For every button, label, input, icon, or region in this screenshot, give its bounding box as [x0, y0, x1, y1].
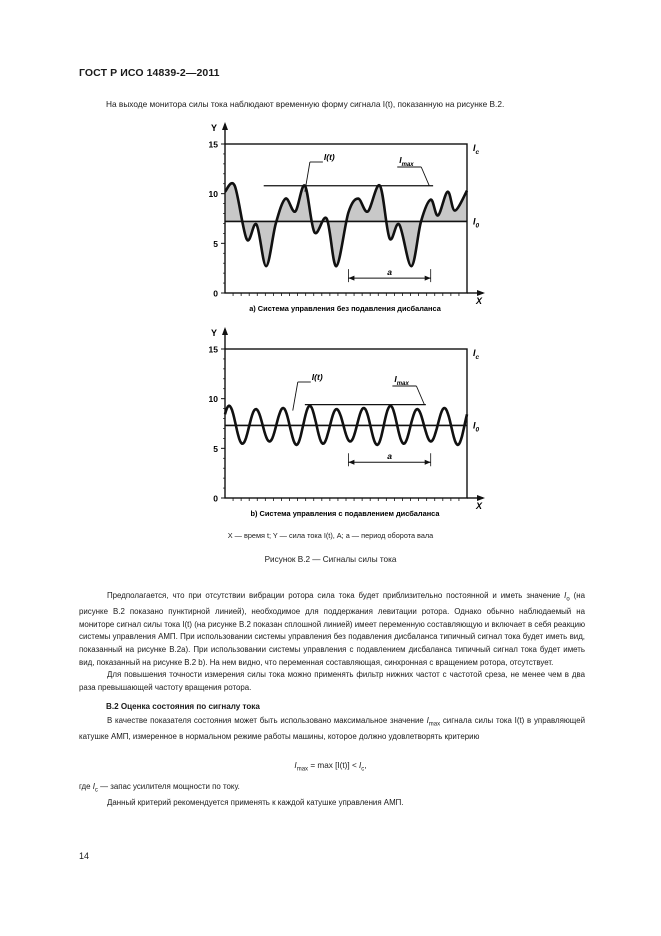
chart-a-period-arrow-right	[425, 276, 431, 281]
chart-a-i0-label: $I_0$	[473, 216, 480, 230]
chart-a-imax-label-leader	[421, 167, 429, 186]
chart-a-period-arrow-left	[348, 276, 354, 281]
chart-b-curve-label-leader	[293, 382, 298, 411]
figure-caption: Рисунок В.2 — Сигналы силы тока	[264, 555, 397, 564]
figure-legend: X — время t; Y — сила тока I(t), А; a — период оборота вала	[227, 531, 434, 540]
chart-b-y-tick-label: 15	[208, 344, 218, 355]
chart-b-period-arrow-left	[348, 460, 354, 465]
chart-b-y-label: Y	[211, 328, 218, 338]
chart-b-ic-label: $I_c$	[473, 348, 480, 361]
page-number: 14	[79, 851, 90, 861]
chart-a-caption: а) Система управления без подавления дисбаланса	[249, 304, 441, 313]
chart-b-y-tick-label: 10	[208, 394, 218, 405]
chart-a-period-label: a	[387, 267, 392, 278]
chart-b-i0-label: $I_0$	[473, 420, 480, 434]
chart-b-x-label: X	[476, 501, 483, 511]
chart-b-period-label: a	[387, 451, 392, 462]
chart-a-curve-label: I(t)	[323, 152, 335, 162]
paragraph-5: Данный критерий рекомендуется применять к каждой катушке управления АМП.	[107, 798, 404, 808]
chart-a-y-tick-label: 0	[213, 288, 218, 299]
paragraph-3: В качестве показателя состояния может быть использовано максимальное значение $I_{max}$ сигнала силы тока I(t) в управляющей катушке АМП, измеренное в нормальном режиме работы машины, которое должно удовлетворять критерию	[79, 716, 585, 742]
paragraph-1: Предполагается, что при отсутствии вибрации ротора сила тока будет приблизительно постоянной и иметь значение $I_o$ (на рисунке В.2 показано пунктирной линией), необходимое для поддержания левитации ротора. Однако обычно наблюдаемый на мониторе сигнал силы тока I(t) (на рисунке В.2 показан сплошной линией) имеет переменную составляющую и включает в себя реакцию системы управления АМП. При использовании системы управления без подавления дисбаланса типичный сигнал тока будет иметь вид, показанный на рисунке В.2а). При использовании системы управления с подавлением дисбаланса типичный сигнал тока будет иметь вид, показанный на рисунке В.2 b). На нем видно, что переменная составляющая, синхронная с вращением ротора, отсутствует. Для повышения точности измерения силы тока можно применять фильтр нижних частот с частотой среза, не менее чем в два раза превышающей частоту вращения ротора.	[79, 590, 585, 694]
intro-sentence: На выходе монитора силы тока наблюдают временную форму сигнала I(t), показанную на рисунке В.2.	[106, 99, 505, 109]
chart-a-y-tick-label: 10	[208, 189, 218, 200]
chart-a-imax-label: $I_{max}$	[399, 155, 414, 168]
section-heading: В.2 Оценка состояния по сигналу тока	[106, 702, 260, 711]
chart-a-curve-label-leader	[305, 162, 310, 192]
chart-a-y-label: Y	[211, 123, 218, 133]
chart-a-ic-label: $I_c$	[473, 143, 480, 156]
document-header: ГОСТ Р ИСО 14839-2—2011	[79, 67, 220, 79]
chart-b-y-tick-label: 0	[213, 493, 218, 504]
chart-b-imax-label-leader	[416, 386, 424, 405]
chart-a-x-label: X	[476, 296, 483, 306]
chart-a-y-arrow-head	[222, 122, 228, 130]
chart-b-period-arrow-right	[425, 460, 431, 465]
chart-b-caption: b) Система управления с подавлением дисбаланса	[250, 509, 440, 518]
chart-a-y-tick-label: 5	[213, 238, 218, 249]
chart-b-y-arrow-head	[222, 327, 228, 335]
chart-a	[195, 118, 495, 314]
chart-b	[195, 323, 495, 519]
chart-b-y-tick-label: 5	[213, 443, 218, 454]
chart-b-curve-label: I(t)	[311, 372, 323, 382]
criterion-formula: $I_{max} = \max [I(t)] < I_c$,	[294, 761, 367, 773]
paragraph-4: где $I_c$ — запас усилителя мощности по току. Данный критерий рекомендуется применять к каждой катушке управления АМП.	[79, 781, 585, 810]
paragraph-2: Для повышения точности измерения силы тока можно применять фильтр нижних частот с частотой среза, не менее чем в два раза превышающей частоту вращения ротора.	[79, 670, 585, 692]
chart-b-imax-label: $I_{max}$	[394, 374, 409, 387]
chart-a-y-tick-label: 15	[208, 139, 218, 150]
